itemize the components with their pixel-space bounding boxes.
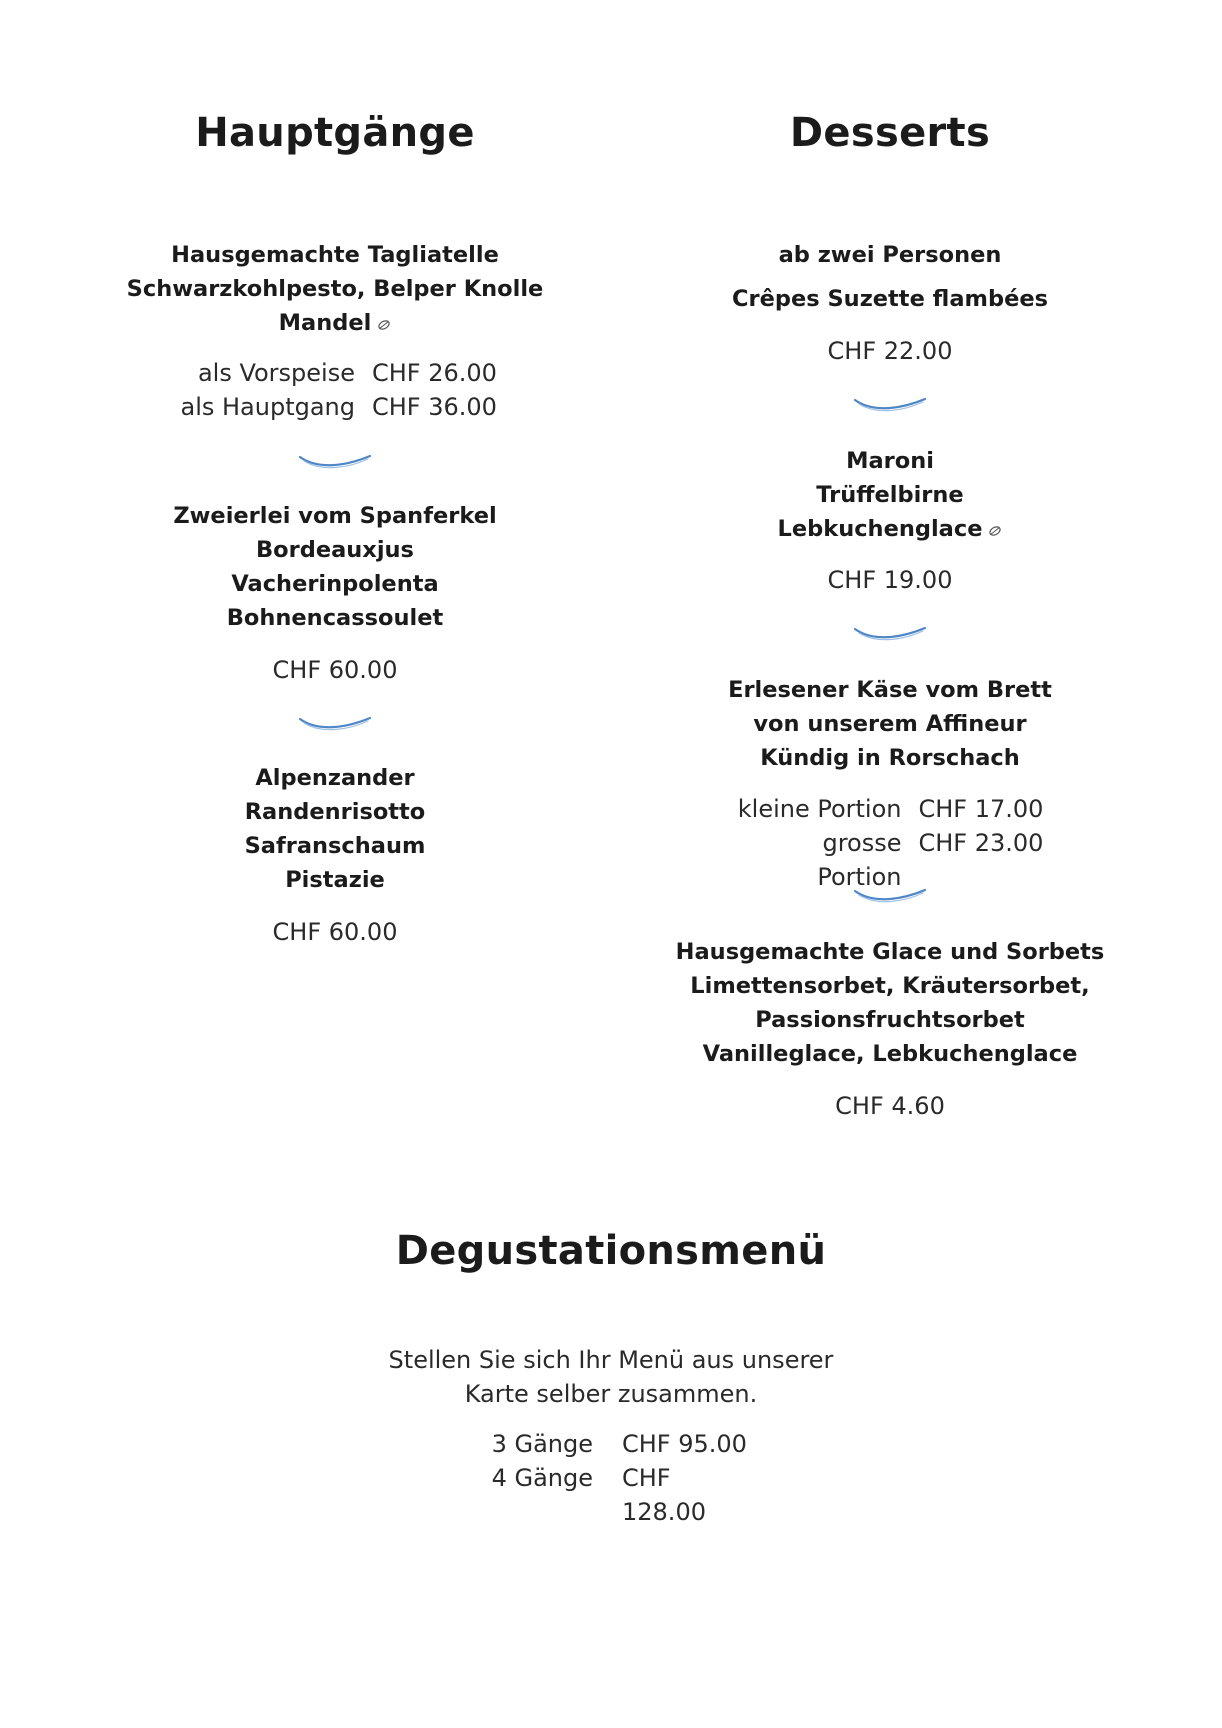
- dish-line: Vacherinpolenta: [231, 571, 439, 597]
- leaf-icon: [377, 307, 391, 341]
- price-value: CHF 26.00: [372, 359, 497, 387]
- dish-line: Crêpes Suzette flambées: [732, 286, 1048, 312]
- dish-line: Zweierlei vom Spanferkel: [173, 503, 497, 529]
- dish-line: von unserem Affineur: [753, 711, 1027, 737]
- dish-line: Hausgemachte Tagliatelle: [171, 242, 499, 268]
- wave-divider-icon: [660, 393, 1120, 417]
- dish-line-text: Lebkuchenglace: [777, 516, 983, 542]
- price-value: CHF 36.00: [372, 393, 497, 421]
- dish-price: CHF 4.60: [835, 1092, 945, 1120]
- wave-divider-icon: [660, 622, 1120, 646]
- wave-divider-icon: [115, 450, 555, 474]
- price-value: CHF 17.00: [918, 795, 1044, 823]
- dish-line-text: Mandel: [278, 310, 372, 336]
- description-line: Karte selber zusammen.: [464, 1380, 758, 1408]
- dish-note: ab zwei Personen: [778, 242, 1002, 268]
- dish-line: Bohnencassoulet: [226, 605, 444, 631]
- dish-line: Vanilleglace, Lebkuchenglace: [702, 1041, 1078, 1067]
- price-table: [115, 356, 555, 424]
- dish-line: Hausgemachte Glace und Sorbets: [675, 939, 1105, 965]
- dish-line: [115, 306, 555, 341]
- price-value: CHF 95.00: [622, 1430, 747, 1458]
- wave-divider-icon: [115, 712, 555, 736]
- wave-divider-icon: [660, 884, 1120, 908]
- dish-line: Maroni: [846, 448, 934, 474]
- dish-maroni: [660, 444, 1120, 547]
- section-title-desserts: Desserts: [789, 110, 991, 156]
- section-title-degustation: Degustationsmenü: [395, 1228, 827, 1274]
- price-table: [0, 1427, 1222, 1529]
- price-row: [115, 390, 555, 424]
- leaf-icon: [988, 513, 1002, 547]
- dish-kaese: [660, 673, 1120, 775]
- price-row: [660, 792, 1120, 826]
- dish-line: Trüffelbirne: [816, 482, 964, 508]
- dish-price: CHF 19.00: [827, 566, 953, 594]
- dish-line: Passionsfruchtsorbet: [755, 1007, 1025, 1033]
- price-label: grosse Portion: [817, 829, 902, 891]
- dish-line: [660, 512, 1120, 547]
- price-row: [0, 1427, 1222, 1461]
- dish-line: Bordeauxjus: [256, 537, 414, 563]
- dish-crepes: [660, 238, 1120, 316]
- section-title-hauptgaenge: Hauptgänge: [195, 110, 475, 156]
- description-line: Stellen Sie sich Ihr Menü aus unserer: [388, 1346, 834, 1374]
- dish-price: CHF 60.00: [272, 918, 398, 946]
- dish-line: Erlesener Käse vom Brett: [728, 677, 1052, 703]
- dish-line: Alpenzander: [255, 765, 415, 791]
- dish-price: CHF 60.00: [272, 656, 398, 684]
- dish-glace: [660, 935, 1120, 1071]
- degustation-description: [0, 1343, 1222, 1411]
- dish-line: Pistazie: [285, 867, 385, 893]
- price-value: CHF 23.00: [918, 829, 1044, 857]
- dish-line: Limettensorbet, Kräutersorbet,: [690, 973, 1090, 999]
- price-label: 3 Gänge: [491, 1430, 593, 1458]
- dish-line: Safranschaum: [244, 833, 426, 859]
- price-value: CHF 128.00: [622, 1464, 706, 1526]
- price-label: als Vorspeise: [197, 359, 355, 387]
- price-label: kleine Portion: [737, 795, 902, 823]
- dish-price: CHF 22.00: [827, 337, 953, 365]
- price-row: [115, 356, 555, 390]
- dish-tagliatelle: [115, 238, 555, 341]
- dish-line: Randenrisotto: [244, 799, 426, 825]
- dish-line: Kündig in Rorschach: [760, 745, 1020, 771]
- price-row: [0, 1461, 1222, 1529]
- dish-spanferkel: [115, 499, 555, 635]
- price-label: 4 Gänge: [491, 1464, 593, 1492]
- price-label: als Hauptgang: [180, 393, 355, 421]
- price-table: [660, 792, 1120, 894]
- dish-line: Schwarzkohlpesto, Belper Knolle: [126, 276, 544, 302]
- dish-alpenzander: [115, 761, 555, 897]
